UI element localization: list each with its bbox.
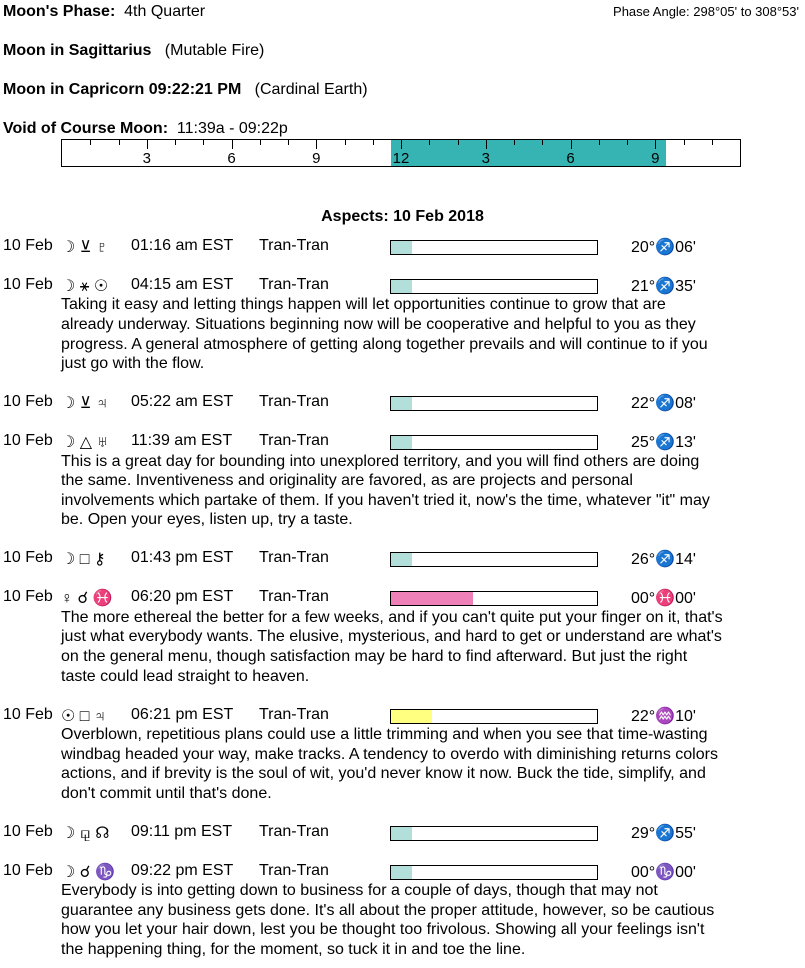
aspect-description-line: how you let your hair down, lest you be thought too frivolous. Showing all your feelings isn't: [61, 921, 705, 939]
aspect-description-line: Overblown, repetitious plans could use a little trimming and when you see that time-wasting: [61, 726, 708, 744]
aspect-position: 21°♐35': [631, 277, 696, 295]
timeline-tick: [260, 140, 261, 145]
aspect-row: [0, 862, 805, 882]
timeline-tick: [684, 140, 685, 145]
timeline-tick: [175, 140, 176, 145]
moon-phase-label: Moon's Phase:: [3, 3, 116, 20]
aspect-time: 11:39 am EST: [131, 432, 233, 450]
aspect-description-line: actions, and if brevity is the soul of wit, you'd never know it now. Buck the tide, simplify, and: [61, 765, 706, 783]
aspect-strength-fill: [391, 280, 412, 293]
aspects-title: Aspects: 10 Feb 2018: [321, 208, 484, 225]
void-of-course-label: Void of Course Moon:: [3, 120, 169, 137]
aspect-strength-bar: [390, 240, 598, 255]
aspect-time: 06:21 pm EST: [131, 705, 234, 723]
timeline-tick: [232, 140, 233, 149]
aspect-strength-bar: [390, 709, 598, 724]
aspect-type: Tran-Tran: [259, 705, 329, 723]
moon-sign-line-1: [3, 42, 264, 60]
aspect-strength-fill: [391, 710, 432, 723]
aspect-type: Tran-Tran: [259, 275, 329, 293]
aspect-description-line: be. Open your eyes, listen up, try a taste.: [61, 511, 353, 529]
aspect-symbols: ♀ ☌ ♓: [61, 590, 113, 608]
moon-sign-1-label: Moon in Sagittarius: [3, 42, 152, 59]
aspect-time: 09:11 pm EST: [131, 822, 233, 840]
aspect-strength-bar: [390, 435, 598, 450]
aspect-type: Tran-Tran: [259, 822, 329, 840]
moon-sign-line-2: [3, 81, 368, 99]
aspect-description-line: just what everybody wants. The elusive, mysterious, and hard to get or understand are what's: [61, 628, 722, 646]
aspect-strength-bar: [390, 826, 598, 841]
aspect-description: [61, 295, 801, 373]
aspect-description: [61, 608, 801, 686]
aspect-strength-fill: [391, 866, 412, 879]
aspect-time: 06:20 pm EST: [131, 588, 234, 606]
timeline-hour-label: 3: [142, 150, 151, 167]
aspect-type: Tran-Tran: [259, 432, 329, 450]
void-period-fill: [391, 140, 666, 166]
aspect-strength-fill: [391, 241, 412, 254]
aspect-description-line: This is a great day for bounding into unexplored territory, and you will find others are doing: [61, 452, 700, 470]
aspect-description: [61, 881, 801, 959]
aspect-description-line: windbag headed your way, make tracks. A tendency to overdo with diminishing returns colors: [61, 745, 718, 763]
timeline-tick: [316, 140, 317, 149]
aspect-position: 22°♒10': [631, 707, 696, 725]
aspect-description-line: just go with the flow.: [61, 355, 205, 373]
aspect-time: 01:43 pm EST: [131, 549, 234, 567]
aspect-date: 10 Feb: [3, 237, 53, 254]
aspect-strength-fill: [391, 553, 412, 566]
moon-phase-value: 4th Quarter: [124, 3, 206, 20]
timeline-tick: [514, 140, 515, 145]
timeline-hour-label: 6: [566, 150, 575, 167]
aspect-type: Tran-Tran: [259, 393, 329, 411]
aspect-date: 10 Feb: [3, 275, 53, 293]
aspect-description-line: on the general menu, though satisfaction may be hard to find afterward. But just the right: [61, 647, 688, 665]
aspect-description-line: involvements which partake of them. If you haven't tried it, now's the time, whatever "it" may: [61, 491, 710, 509]
aspect-row: [0, 549, 805, 569]
moon-phase-line: [3, 3, 205, 21]
void-of-course-timeline: [61, 139, 741, 167]
aspect-position: 26°♐14': [631, 551, 696, 569]
aspect-description-line: the same. Inventiveness and originality are favored, as are projects and personal: [61, 472, 633, 490]
aspect-symbols: ☽ ⚼ ☊: [61, 824, 110, 842]
aspect-description-line: already underway. Situations beginning now will be cooperative and helpful to you as they: [61, 315, 696, 333]
timeline-hour-label: 9: [312, 150, 321, 167]
timeline-tick: [486, 140, 487, 149]
aspect-strength-fill: [391, 436, 412, 449]
timeline-tick: [599, 140, 600, 145]
timeline-tick: [119, 140, 120, 145]
aspect-description-line: the happening thing, for the moment, so tuck it in and toe the line.: [61, 941, 526, 959]
aspect-row: [0, 276, 805, 296]
timeline-tick: [288, 140, 289, 145]
timeline-hour-label: 12: [392, 150, 410, 167]
aspect-type: Tran-Tran: [259, 588, 329, 606]
aspect-date: 10 Feb: [3, 393, 53, 411]
aspect-strength-bar: [390, 279, 598, 294]
aspect-symbols: ☉ □ ♃: [61, 707, 106, 725]
void-of-course-line: [3, 120, 288, 138]
timeline-hour-label: 9: [651, 150, 660, 167]
timeline-tick: [712, 140, 713, 145]
aspect-time: 01:16 am EST: [131, 237, 234, 254]
timeline-tick: [401, 140, 402, 149]
timeline-tick: [571, 140, 572, 149]
aspect-position: 25°♐13': [631, 434, 696, 452]
aspect-description-line: taste could lead straight to heaven.: [61, 667, 310, 685]
timeline-tick: [458, 140, 459, 145]
aspect-row: [0, 393, 805, 413]
aspect-description-line: Taking it easy and letting things happen will let opportunities continue to grow that are: [61, 296, 666, 314]
aspect-row: [0, 706, 805, 726]
aspect-type: Tran-Tran: [259, 861, 329, 879]
aspect-strength-bar: [390, 396, 598, 411]
timeline-tick: [627, 140, 628, 145]
moon-sign-2-label: Moon in Capricorn 09:22:21 PM: [3, 81, 242, 98]
timeline-tick: [373, 140, 374, 145]
moon-sign-1-value: (Mutable Fire): [164, 42, 265, 59]
aspect-symbols: ☽ ⚹ ☉: [61, 277, 109, 295]
aspect-date: 10 Feb: [3, 861, 53, 879]
aspect-date: 10 Feb: [3, 822, 53, 840]
aspect-position: 29°♐55': [631, 824, 696, 842]
aspect-time: 05:22 am EST: [131, 393, 234, 411]
aspect-date: 10 Feb: [3, 432, 53, 450]
aspect-description: [61, 452, 801, 530]
aspect-symbols: ☽ △ ♅: [61, 434, 109, 452]
timeline-tick: [429, 140, 430, 145]
aspect-type: Tran-Tran: [259, 549, 329, 567]
timeline-tick: [147, 140, 148, 149]
aspect-strength-bar: [390, 552, 598, 567]
timeline-hour-label: 6: [227, 150, 236, 167]
timeline-tick: [90, 140, 91, 145]
aspect-symbols: ☽ ⊻ ♃: [61, 395, 108, 413]
aspect-description-line: Everybody is into getting down to business for a couple of days, though that may not: [61, 882, 658, 900]
aspect-date: 10 Feb: [3, 705, 53, 723]
aspect-row: [0, 823, 805, 843]
phase-angle: Phase Angle: 298°05' to 308°53': [613, 4, 799, 19]
timeline-tick: [203, 140, 204, 145]
aspect-description-line: guarantee any business gets done. It's all about the proper attitude, however, so be cautious: [61, 901, 715, 919]
moon-sign-2-value: (Cardinal Earth): [254, 81, 368, 98]
aspect-symbols: ☽ □ ⚷: [61, 551, 106, 569]
aspect-description-line: The more ethereal the better for a few weeks, and if you can't quite put your finger on it, that's: [61, 608, 723, 626]
aspect-strength-bar: [390, 591, 598, 606]
aspect-date: 10 Feb: [3, 588, 53, 606]
timeline-tick: [655, 140, 656, 149]
aspect-strength-bar: [390, 865, 598, 880]
aspect-description-line: progress. A general atmosphere of getting along together prevails and will continue to if you: [61, 335, 708, 353]
timeline-hour-label: 3: [481, 150, 490, 167]
aspect-date: 10 Feb: [3, 549, 53, 567]
aspect-time: 09:22 pm EST: [131, 861, 234, 879]
void-of-course-value: 11:39a - 09:22p: [176, 120, 288, 137]
aspect-description: [61, 725, 801, 803]
aspect-strength-fill: [391, 397, 412, 410]
aspect-row: [0, 432, 805, 452]
aspect-strength-fill: [391, 827, 412, 840]
aspect-strength-fill: [391, 592, 473, 605]
aspect-symbols: ☽ ⊻ ♇: [61, 239, 108, 256]
timeline-tick: [345, 140, 346, 145]
aspect-row: [0, 588, 805, 608]
aspect-position: 00°♓00': [631, 590, 696, 608]
aspect-description-line: don't commit until that's done.: [61, 784, 272, 802]
timeline-tick: [542, 140, 543, 145]
aspect-position: 00°♑00': [631, 863, 696, 881]
aspect-symbols: ☽ ☌ ♑: [61, 863, 115, 881]
aspect-position: 20°♐06': [631, 239, 696, 256]
aspect-time: 04:15 am EST: [131, 275, 234, 293]
aspect-position: 22°♐08': [631, 395, 696, 413]
aspect-row: [0, 237, 805, 257]
aspect-type: Tran-Tran: [259, 237, 329, 254]
